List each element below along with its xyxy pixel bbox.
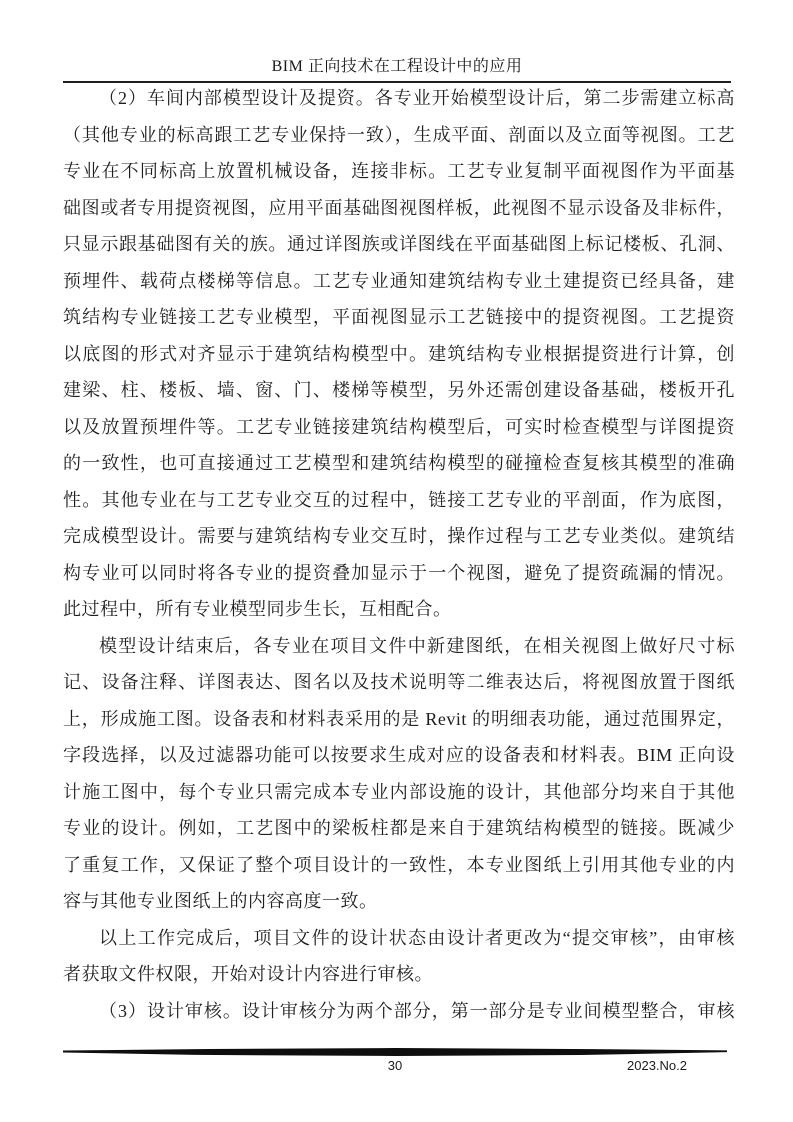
text-line: 筑结构专业链接工艺专业模型，平面视图显示工艺链接中的提资视图。工艺提资 <box>63 307 735 327</box>
footer-issue-label: 2023.No.2 <box>627 1058 687 1073</box>
text-line: 以及放置预埋件等。工艺专业链接建筑结构模型后，可实时检查模型与详图提资 <box>63 416 735 437</box>
paragraph <box>63 920 735 993</box>
text-line: 模型设计结束后，各专业在项目文件中新建图纸，在相关视图上做好尺寸标 <box>99 635 735 656</box>
text-line: 性。其他专业在与工艺专业交互的过程中，链接工艺专业的平剖面，作为底图， <box>63 489 735 510</box>
body-text <box>63 80 735 1029</box>
text-line: 建梁、柱、楼板、墙、窗、门、楼梯等模型，另外还需创建设备基础，楼板开孔 <box>63 380 735 400</box>
text-line: 此过程中，所有专业模型同步生长，互相配合。 <box>63 599 452 619</box>
footer-bar <box>63 1048 727 1056</box>
text-line: 计施工图中，每个专业只需完成本专业内部设施的设计，其他部分均来自于其他 <box>63 781 735 802</box>
text-line: 专业在不同标高上放置机械设备，连接非标。工艺专业复制平面视图作为平面基 <box>63 161 735 181</box>
text-line: （其他专业的标高跟工艺专业保持一致），生成平面、剖面以及立面等视图。工艺 <box>63 124 735 145</box>
text-line: 记、设备注释、详图表达、图名以及技术说明等二维表达后，将视图放置于图纸 <box>63 672 735 692</box>
page-footer <box>63 1058 727 1076</box>
text-line: 只显示跟基础图有关的族。通过详图族或详图线在平面基础图上标记楼板、孔洞、 <box>63 234 735 254</box>
text-line: 础图或者专用提资视图，应用平面基础图视图样板，此视图不显示设备及非标件， <box>63 197 735 218</box>
page-header <box>63 56 731 83</box>
footer-page-number: 30 <box>387 1058 403 1073</box>
text-line: 上，形成施工图。设备表和材料表采用的是 Revit 的明细表功能，通过范围界定， <box>63 708 735 729</box>
text-line: 以上工作完成后，项目文件的设计状态由设计者更改为“提交审核”，由审核 <box>99 927 735 948</box>
text-line: 者获取文件权限，开始对设计内容进行审核。 <box>63 964 433 984</box>
text-line: （2）车间内部模型设计及提资。各专业开始模型设计后，第二步需建立标高 <box>99 88 735 108</box>
running-head-title: BIM 正向技术在工程设计中的应用 <box>271 58 523 75</box>
paragraph <box>63 993 735 1030</box>
paragraph <box>63 80 735 628</box>
text-line: 的一致性，也可直接通过工艺模型和建筑结构模型的碰撞检查复核其模型的准确 <box>63 453 735 473</box>
paragraph <box>63 628 735 920</box>
text-line: （3）设计审核。设计审核分为两个部分，第一部分是专业间模型整合，审核 <box>99 1000 735 1021</box>
text-line: 以底图的形式对齐显示于建筑结构模型中。建筑结构专业根据提资进行计算，创 <box>63 343 735 364</box>
text-line: 构专业可以同时将各专业的提资叠加显示于一个视图，避免了提资疏漏的情况。 <box>63 562 735 583</box>
text-line: 完成模型设计。需要与建筑结构专业交互时，操作过程与工艺专业类似。建筑结 <box>63 526 735 546</box>
text-line: 专业的设计。例如，工艺图中的梁板柱都是来自于建筑结构模型的链接。既减少 <box>63 818 735 838</box>
text-line: 容与其他专业图纸上的内容高度一致。 <box>63 891 378 911</box>
text-line: 字段选择，以及过滤器功能可以按要求生成对应的设备表和材料表。BIM 正向设 <box>63 745 735 765</box>
text-line: 预埋件、载荷点楼梯等信息。工艺专业通知建筑结构专业土建提资已经具备，建 <box>63 270 735 291</box>
text-line: 了重复工作，又保证了整个项目设计的一致性，本专业图纸上引用其他专业的内 <box>63 854 735 875</box>
